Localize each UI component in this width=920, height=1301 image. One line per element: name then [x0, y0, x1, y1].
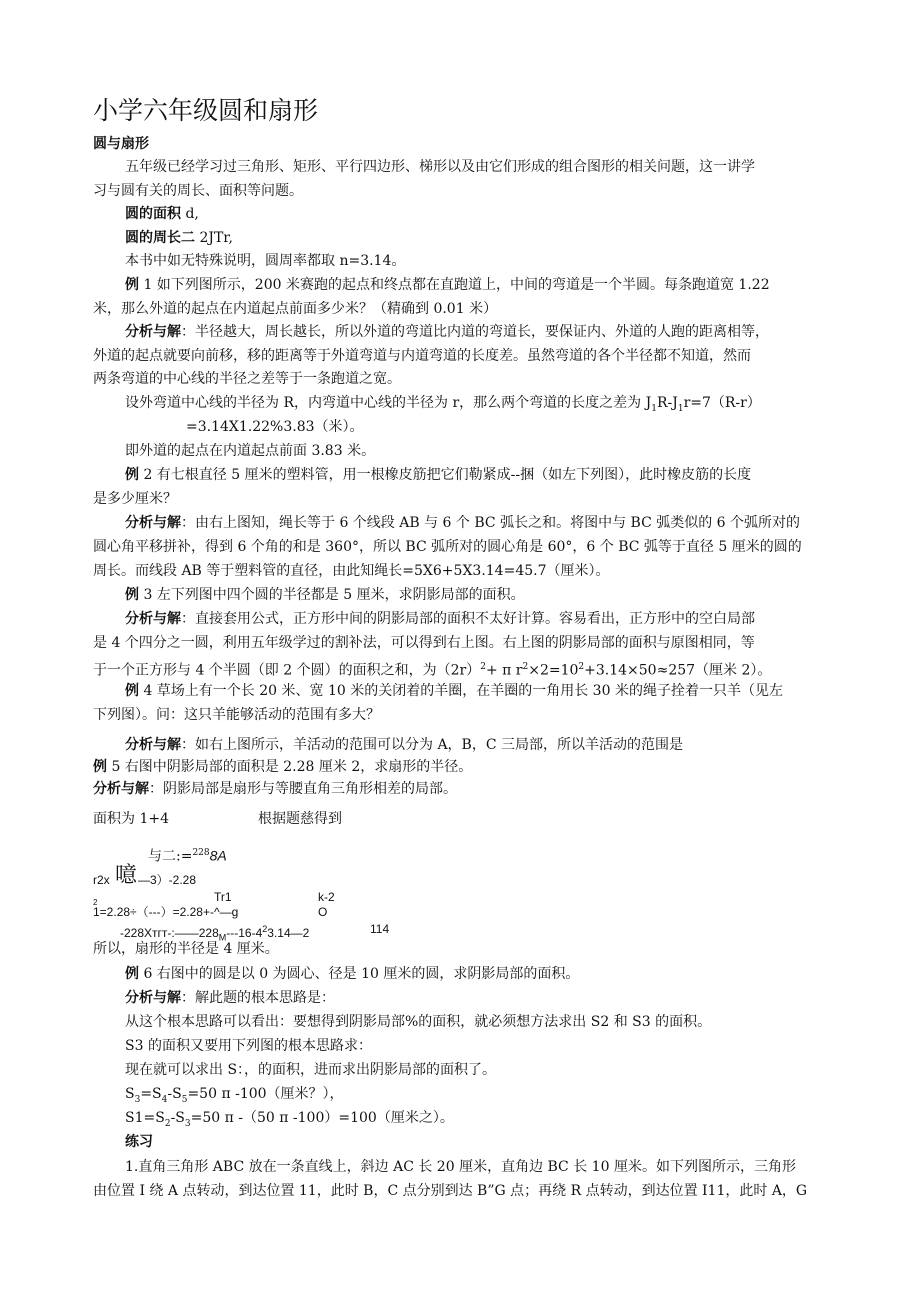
example-4-analysis-text: ：如右上图所示，羊活动的范围可以分为 A，B，C 三局部，所以羊活动的范围是 — [181, 737, 684, 753]
example-1-analysis-line-1 — [125, 322, 769, 342]
example-2-analysis-text: ：由右上图知，绳长等于 6 个线段 AB 与 6 个 BC 弧长之和。将图中与 BC 弧类似的 6 个弧所对的 — [181, 515, 801, 531]
example-1-line-1 — [125, 275, 770, 295]
intro-line-2: 习与圆有关的周长、面积等问题。 — [93, 183, 303, 199]
example-5-analysis-text: ：阴影局部是扇形与等腰直角三角形相差的局部。 — [149, 781, 457, 797]
area-formula-line — [125, 204, 199, 224]
garbled-line-4b: k-2 — [318, 890, 335, 904]
example-3-label: 例 — [125, 587, 139, 603]
example-3-analysis-line-1 — [125, 609, 755, 629]
example-6-analysis-text: ：解此题的根本思路是： — [181, 990, 335, 1006]
practice-line-2: 由位置 I 绕 A 点转动，到达位置 11，此时 B，C 点分别到达 B”G 点；再绕 R 点转动，到达位置 I11，此时 A，G — [93, 1183, 808, 1199]
circumference-label: 圆的周长二 — [125, 230, 195, 246]
eq2-a: S1=S — [125, 1110, 165, 1126]
example-1-conclusion: 即外道的起点在内道起点前面 3.83 米。 — [125, 443, 376, 459]
example-1-calc-line-2: =3.14X1.22%3.83（米）。 — [186, 419, 364, 435]
example-2-analysis-line-2: 圆心角平移拼补，得到 6 个角的和是 360°，所以 BC 弧所对的圆心角是 60°，6 个 BC 弧等于直径 5 厘米的圆的 — [93, 539, 802, 555]
garbled-2b: 228 — [192, 848, 210, 858]
garbled-line-3b: 噫 — [115, 863, 138, 888]
example-5-line-1 — [93, 757, 472, 777]
intro-line-1: 五年级已经学习过三角形、矩形、平行四边形、梯形以及由它们形成的组合图形的相关问题，这一讲学 — [125, 159, 755, 175]
eq1-sub4: 4 — [161, 1094, 168, 1105]
example-2-analysis-line-3: 周长。而线段 AB 等于塑料管的直径，由此知绳长=5X6+5X3.14=45.7（厘米）。 — [93, 563, 610, 579]
eq2-sub3: 3 — [184, 1118, 191, 1129]
garbled-7e: 3.14—2 — [267, 926, 310, 940]
example-4-line-1 — [125, 681, 783, 701]
example-3-line-1 — [125, 585, 525, 605]
eq1-mid: =S — [140, 1086, 162, 1102]
eq1-sub3: 3 — [134, 1094, 141, 1105]
example-3-analysis-line-2: 是 4 个四分之一圆，利用五年级学过的割补法，可以得到右上图。右上图的阴影局部的面积与原图相同，等 — [93, 635, 755, 651]
eq2-sub2: 2 — [164, 1118, 171, 1129]
garbled-line-7f: 114 — [370, 922, 390, 936]
ex3-sup-2: 2 — [522, 662, 529, 672]
calc-subscript-1: 1 — [651, 403, 657, 414]
page-title: 小学六年级圆和扇形 — [93, 96, 319, 125]
example-6-text: 6 右图中的圆是以 0 为圆心、径是 10 厘米的圆，求阴影局部的面积。 — [139, 966, 580, 982]
eq2-end: =50 π -（50 π -100）=100（厘米之）。 — [190, 1110, 454, 1126]
example-1-text: 1 如下列图所示，200 米赛跑的起点和终点都在直跑道上，中间的弯道是一个半圆。每条跑道宽 1.22 — [139, 277, 770, 293]
garbled-2c: 8A — [209, 847, 227, 864]
example-1-label: 例 — [125, 277, 139, 293]
example-4-analysis-line-1 — [125, 735, 683, 755]
garbled-line-2 — [148, 843, 227, 867]
garbled-line-1b: 根据题慈得到 — [258, 811, 342, 827]
example-5-label: 例 — [93, 759, 107, 775]
section-heading: 圆与扇形 — [93, 136, 149, 152]
eq1-minus: -S — [167, 1086, 182, 1102]
calc-subscript-2: 1 — [677, 403, 684, 414]
eq1-sub5: 5 — [181, 1094, 188, 1105]
practice-heading: 练习 — [125, 1134, 153, 1150]
eq2-b: -S — [170, 1110, 185, 1126]
example-6-analysis-line-1 — [125, 988, 335, 1008]
example-5-text: 5 右图中阴影局部的面积是 2.28 厘米 2，求扇形的半径。 — [107, 759, 473, 775]
circumference-formula: 2JTr, — [195, 230, 233, 246]
example-5-conclusion: 所以，扇形的半径是 4 厘米。 — [93, 941, 279, 957]
ex3-text-d: +3.14×50≈257（厘米 2）。 — [584, 662, 772, 679]
calc-text-mid: R-J — [656, 395, 678, 411]
example-2-line-2: 是多少厘米？ — [93, 491, 177, 507]
example-6-equation-2 — [125, 1108, 454, 1134]
pi-note: 本书中如无特殊说明，圆周率都取 n=3.14。 — [125, 253, 406, 269]
area-formula: d, — [181, 206, 199, 222]
garbled-line-3a: r2x — [93, 873, 110, 887]
example-6-line-c: 现在就可以求出 S：，的面积，进而求出阴影局部的面积了。 — [125, 1062, 497, 1078]
example-3-text: 3 左下列图中四个圆的半径都是 5 厘米，求阴影局部的面积。 — [139, 587, 525, 603]
example-6-line-b: S3 的面积又要用下列图的根本思路求： — [125, 1038, 372, 1054]
ex3-text-b: + π r — [485, 662, 523, 679]
circumference-formula-line — [125, 228, 233, 248]
example-1-line-2: 米，那么外道的起点在内道起点前面多少米？（精确到 0.01 米） — [93, 301, 498, 317]
garbled-7c: ---16-4 — [226, 926, 263, 940]
example-6-line-a: 从这个根本思路可以看出：要想得到阴影局部%的面积，就必须想方法求出 S2 和 S3 的面积。 — [125, 1014, 712, 1030]
example-5-analysis-label: 分析与解 — [93, 781, 149, 797]
example-1-analysis-label: 分析与解 — [125, 324, 181, 340]
example-6-line-1 — [125, 964, 579, 984]
garbled-line-6b: O — [318, 905, 328, 919]
example-2-line-1 — [125, 465, 751, 485]
eq1-end: =50 π -100（厘米？）， — [187, 1086, 344, 1102]
example-2-label: 例 — [125, 467, 139, 483]
example-2-analysis-line-1 — [125, 513, 800, 533]
example-6-analysis-label: 分析与解 — [125, 990, 181, 1006]
garbled-line-3c: —3）-2.28 — [138, 873, 197, 887]
garbled-line-1a: 面积为 1+4 — [93, 811, 169, 827]
ex3-text-a: 于一个正方形与 4 个半圆（即 2 个圆）的面积之和，为（2r） — [93, 662, 481, 679]
garbled-7b: M — [218, 932, 227, 943]
example-4-text: 4 草场上有一个长 20 米、宽 10 米的关闭着的羊圈，在羊圈的一角用长 30 米的绳子拴着一只羊（见左 — [139, 683, 783, 699]
example-1-analysis-line-2: 外道的起点就要向前移，移的距离等于外道弯道与内道弯道的长度差。虽然弯道的各个半径都不知道，然而 — [93, 348, 751, 364]
example-4-analysis-label: 分析与解 — [125, 737, 181, 753]
eq1-s: S — [125, 1086, 135, 1102]
calc-text-a: 设外弯道中心线的半径为 R，内弯道中心线的半径为 r，那么两个弯道的长度之差为 J — [125, 395, 652, 411]
example-3-analysis-label: 分析与解 — [125, 611, 181, 627]
example-1-analysis-text: ：半径越大，周长越长，所以外道的弯道比内道的弯道长，要保证内、外道的人跑的距离相等， — [181, 324, 769, 340]
calc-text-end: r=7（R-r） — [683, 395, 761, 411]
garbled-7d: 2 — [262, 924, 268, 934]
example-6-label: 例 — [125, 966, 139, 982]
ex3-text-c: ×2=10 — [528, 662, 579, 679]
example-3-analysis-line-3 — [93, 657, 771, 681]
example-1-analysis-line-3: 两条弯道的中心线的半径之差等于一条跑道之宽。 — [93, 371, 401, 387]
garbled-7a: -228Xтгт-:——228 — [120, 926, 219, 940]
ex3-sup-1: 2 — [480, 662, 486, 672]
garbled-line-5: 2 — [93, 898, 98, 907]
practice-line-1: 1.直角三角形 ABC 放在一条直线上，斜边 AC 长 20 厘米，直角边 BC 长 10 厘米。如下列图所示，三角形 — [125, 1159, 796, 1175]
example-1-calc-line-1 — [125, 393, 761, 419]
garbled-2a: 与二:= — [148, 848, 193, 865]
garbled-line-4a: Tr1 — [214, 890, 232, 904]
area-label: 圆的面积 — [125, 206, 181, 222]
garbled-line-6a: 1=2.28÷（---）=2.28+-^—g — [93, 905, 239, 919]
example-4-label: 例 — [125, 683, 139, 699]
example-4-line-2: 下列图）。问：这只羊能够活动的范围有多大？ — [93, 707, 380, 723]
ex3-sup-3: 2 — [578, 662, 585, 672]
example-3-analysis-text: ：直接套用公式，正方形中间的阴影局部的面积不太好计算。容易看出，正方形中的空白局部 — [181, 611, 755, 627]
example-2-analysis-label: 分析与解 — [125, 515, 181, 531]
example-5-analysis-line-1 — [93, 779, 457, 799]
example-6-equation-1 — [125, 1084, 344, 1110]
example-2-text: 2 有七根直径 5 厘米的塑料管，用一根橡皮筋把它们勒紧成--捆（如左下列图），此时橡皮筋的长度 — [139, 467, 752, 483]
